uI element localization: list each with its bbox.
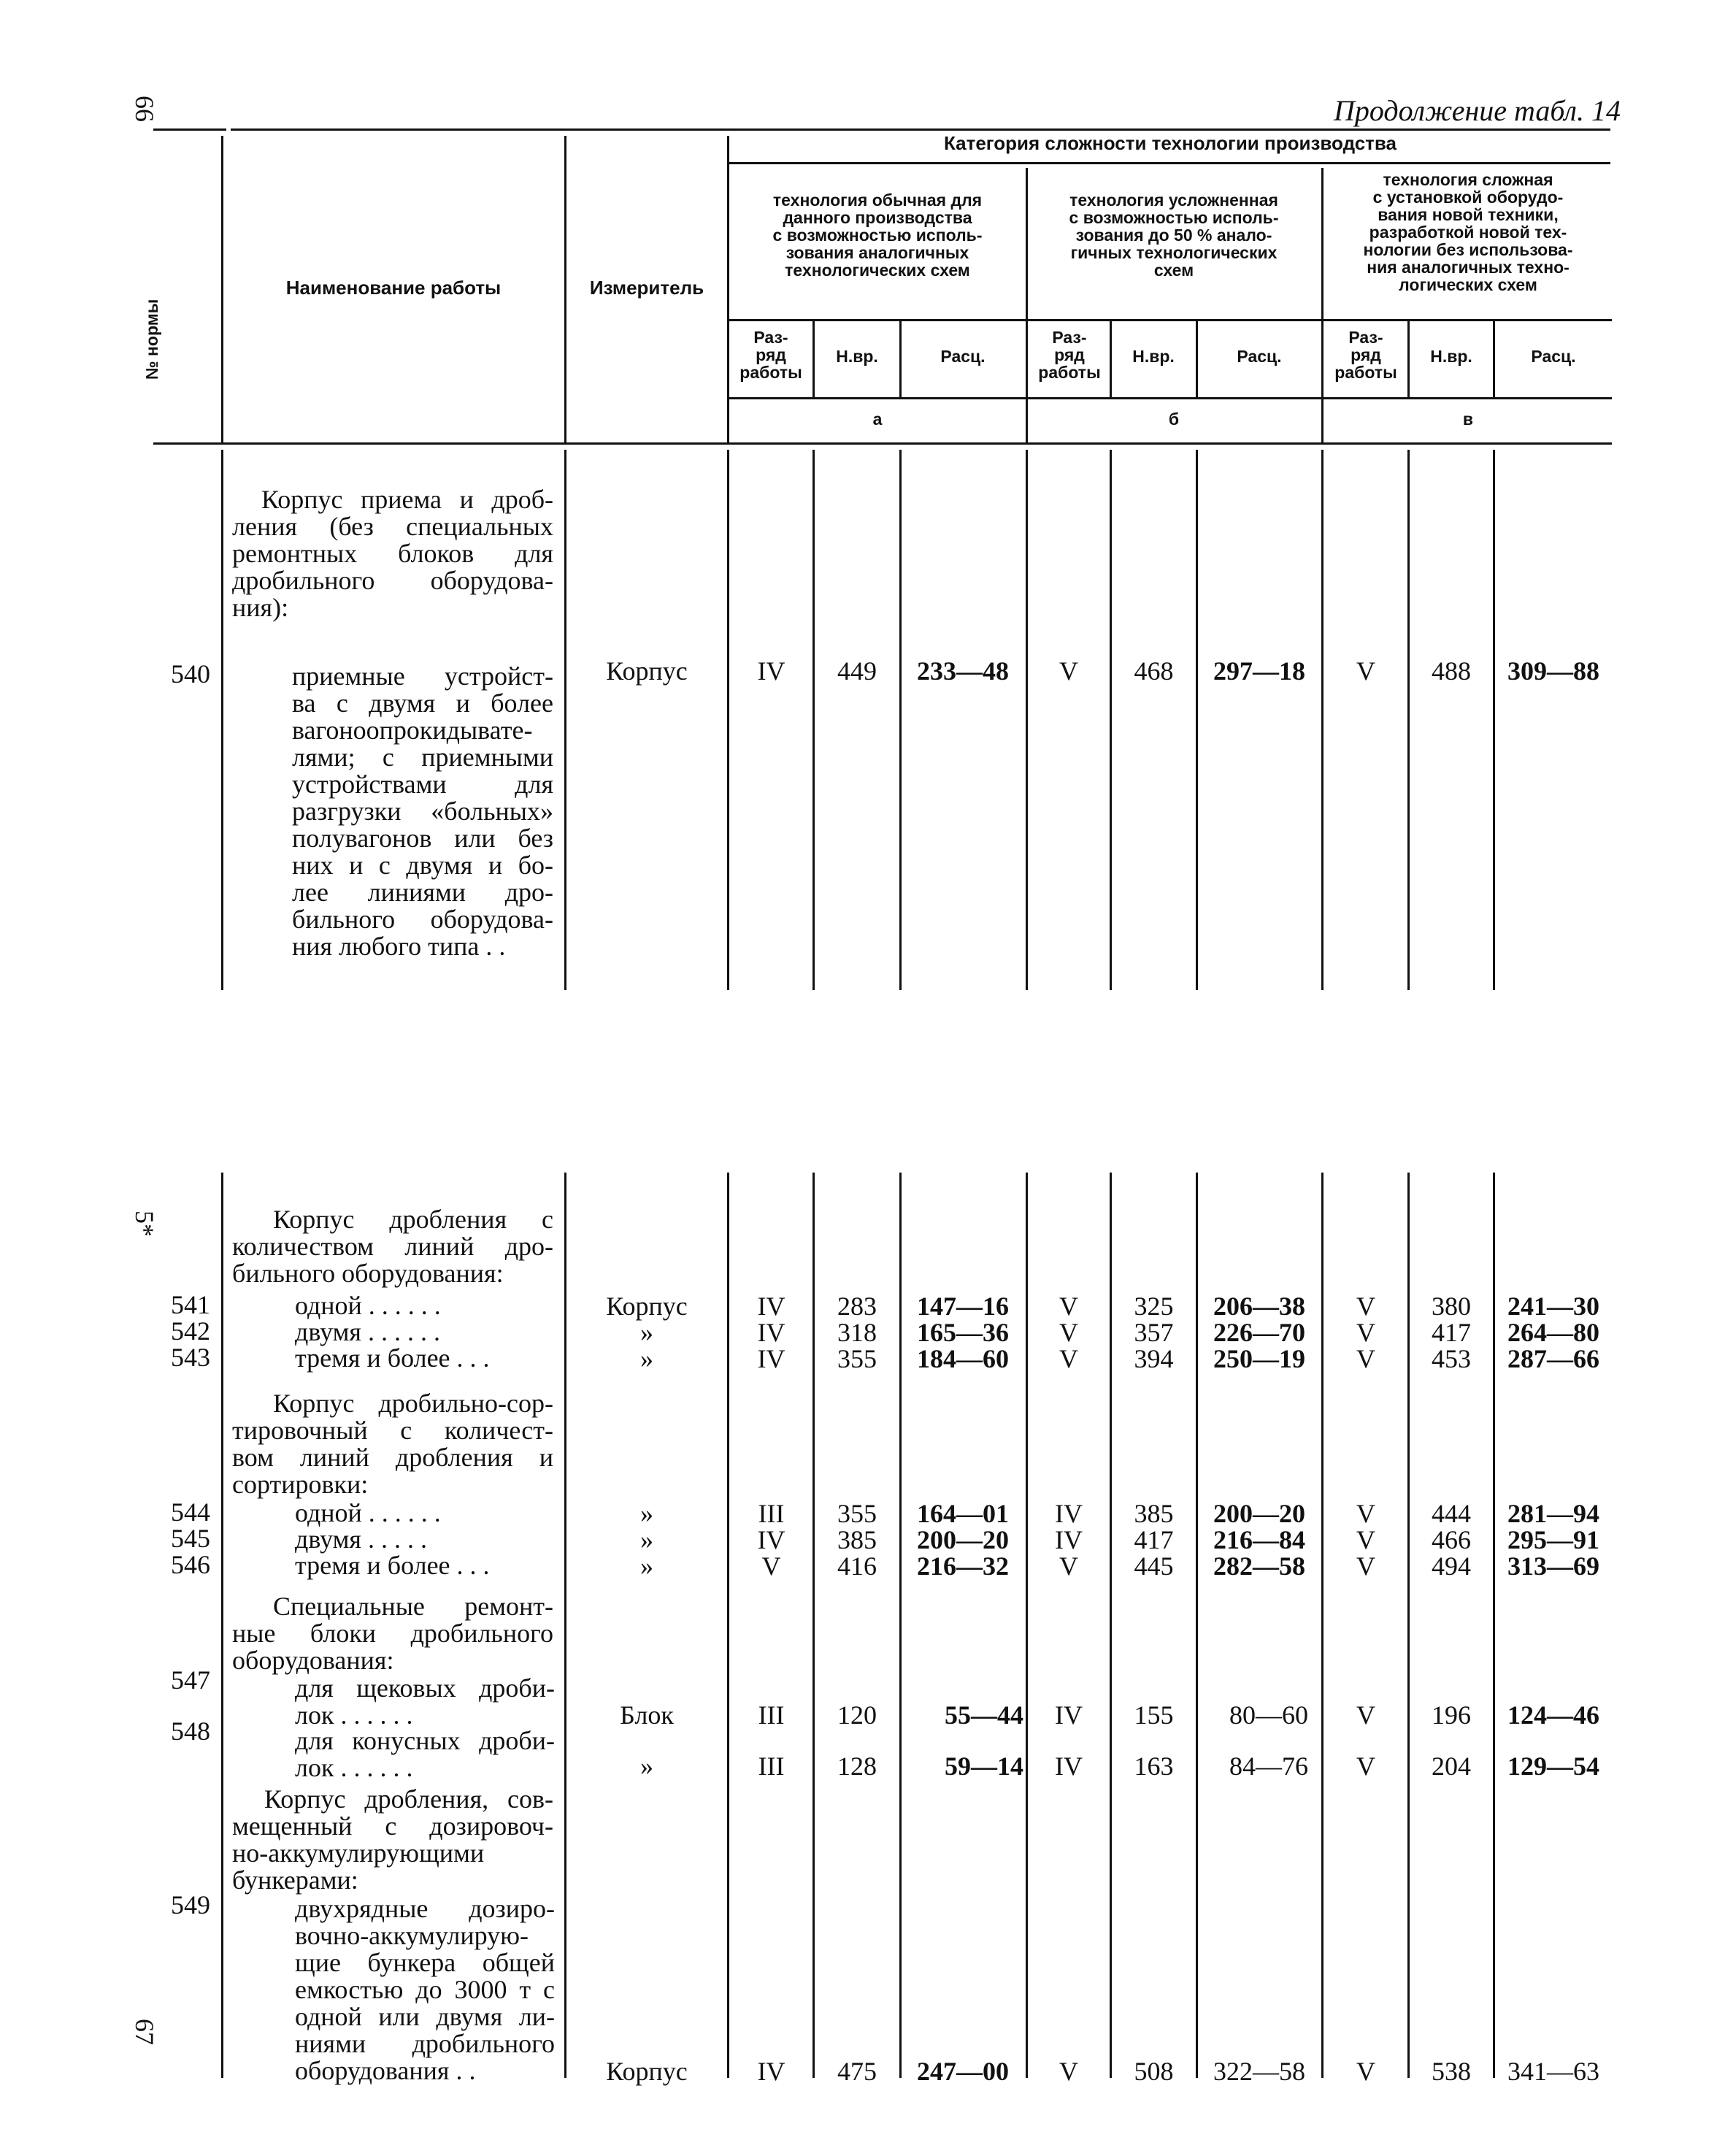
row-543-a-grade: IV — [757, 1344, 785, 1373]
vline-sub — [1196, 321, 1198, 397]
row-547-a-time: 120 — [837, 1700, 877, 1730]
row-547-a-grade: III — [758, 1700, 785, 1730]
row-543-name: тремя и более . . . — [295, 1343, 490, 1373]
row-540-unit: Корпус — [606, 656, 688, 686]
row-542-c-rate: 264—80 — [1507, 1318, 1599, 1347]
category-rule — [729, 162, 1610, 164]
row-540-c-grade: V — [1356, 656, 1375, 686]
row-545-a-grade: IV — [757, 1525, 785, 1554]
vline-body2 — [899, 1173, 902, 2078]
row-549-b-rate: 322—58 — [1213, 2057, 1305, 2086]
vline-body1 — [564, 450, 566, 990]
row-546-name: тремя и более . . . — [295, 1551, 490, 1580]
row-546-a-grade: V — [761, 1551, 781, 1581]
row-544-a-grade: III — [758, 1499, 785, 1528]
row-549-c-time: 538 — [1432, 2057, 1471, 2086]
row-543-b-grade: V — [1059, 1344, 1078, 1373]
row-546-a-time: 416 — [837, 1551, 877, 1581]
row-546-c-grade: V — [1356, 1551, 1375, 1581]
row-542-a-grade: IV — [757, 1318, 785, 1347]
row-548-name: для конусных дроби- лок . . . . . . — [295, 1726, 555, 1782]
letter-b: б — [1168, 410, 1180, 429]
row-549-b-time: 508 — [1134, 2057, 1174, 2086]
row-545-c-grade: V — [1356, 1525, 1375, 1554]
vline-body1 — [1407, 450, 1410, 990]
row-544-a-time: 355 — [837, 1499, 877, 1528]
row-548-no: 548 — [171, 1716, 210, 1746]
vline-body1 — [899, 450, 902, 990]
category-title: Категория сложности технологии производства — [943, 132, 1397, 154]
vline-body2 — [727, 1173, 729, 2078]
row-543-c-grade: V — [1356, 1344, 1375, 1373]
vline-cat-bc — [1321, 168, 1323, 442]
sub-time-a: Н.вр. — [836, 347, 878, 366]
row-549-a-grade: IV — [757, 2057, 785, 2086]
row-540-a-rate: 233—48 — [917, 656, 1009, 686]
row-547-no: 547 — [171, 1665, 210, 1695]
page-number-mid: 5* — [130, 1211, 159, 1237]
row-541-name: одной . . . . . . — [295, 1291, 441, 1320]
cat-b-header: технология усложненная с возможностью исполь- зования до 50 % анало- гичных технологических схем — [1069, 191, 1279, 280]
row-546-b-grade: V — [1059, 1551, 1078, 1581]
row-548-a-grade: III — [758, 1752, 785, 1781]
row-541-no: 541 — [171, 1290, 210, 1319]
vline-body2 — [221, 1173, 223, 2078]
row-545-name: двумя . . . . . — [295, 1524, 427, 1554]
vline-unit — [727, 136, 729, 442]
row-543-b-time: 394 — [1134, 1344, 1174, 1373]
row-544-a-rate: 164—01 — [917, 1499, 1009, 1528]
row-541-c-rate: 241—30 — [1507, 1292, 1599, 1321]
row-547-unit: Блок — [620, 1700, 674, 1730]
row-540-name: приемные устройст- ва с двумя и более вагоноопрокидывате- лями; с приемными устройствами для разгрузки «больных» полувагонов или без них и с двумя и бо- лее линиями дро- бильного оборудова- ния любого типа . . — [292, 661, 553, 961]
row-544-b-rate: 200—20 — [1213, 1499, 1305, 1528]
row-545-b-rate: 216—84 — [1213, 1525, 1305, 1554]
row-545-unit: » — [640, 1525, 653, 1554]
sub-grade-c: Раз- ряд работы — [1334, 328, 1397, 382]
row-548-b-grade: IV — [1055, 1752, 1083, 1781]
vline-body1 — [221, 450, 223, 990]
row-549-unit: Корпус — [606, 2057, 688, 2086]
row-547-a-rate: 55—44 — [945, 1700, 1023, 1730]
continuation-caption: Продолжение табл. 14 — [1333, 94, 1621, 127]
row-543-a-rate: 184—60 — [917, 1344, 1009, 1373]
row-540-no: 540 — [171, 659, 210, 688]
row-544-c-time: 444 — [1432, 1499, 1471, 1528]
row-545-c-rate: 295—91 — [1507, 1525, 1599, 1554]
header-bottom-rule — [153, 442, 1612, 445]
letters-rule — [729, 397, 1612, 399]
header-top-rule — [153, 128, 226, 131]
vline-sub — [899, 321, 902, 397]
row-546-unit: » — [640, 1551, 653, 1581]
row-543-unit: » — [640, 1344, 653, 1373]
row-542-b-rate: 226—70 — [1213, 1318, 1305, 1347]
row-542-unit: » — [640, 1318, 653, 1347]
row-541-c-time: 380 — [1432, 1292, 1471, 1321]
row-542-b-grade: V — [1059, 1318, 1078, 1347]
row-549-no: 549 — [171, 1890, 210, 1919]
row-548-c-time: 204 — [1432, 1752, 1471, 1781]
row-548-c-rate: 129—54 — [1507, 1752, 1599, 1781]
row-544-name: одной . . . . . . — [295, 1498, 441, 1527]
vline-body1 — [727, 450, 729, 990]
row-543-b-rate: 250—19 — [1213, 1344, 1305, 1373]
vline-body1 — [1110, 450, 1112, 990]
row-545-no: 545 — [171, 1524, 210, 1553]
row-541-c-grade: V — [1356, 1292, 1375, 1321]
row-543-no: 543 — [171, 1343, 210, 1372]
row-549-c-rate: 341—63 — [1507, 2057, 1599, 2086]
row-543-c-rate: 287—66 — [1507, 1344, 1599, 1373]
row-549-name: двухрядные дозиро- вочно-аккумулирую- щие бункера общей емкостью до 3000 т с одной или двумя ли- ниями дробильного оборудования . . — [295, 1894, 555, 2085]
sub-time-b: Н.вр. — [1132, 347, 1175, 366]
row-541-a-rate: 147—16 — [917, 1292, 1009, 1321]
letter-c: в — [1462, 410, 1474, 429]
row-540-c-time: 488 — [1432, 656, 1471, 686]
row-541-b-time: 325 — [1134, 1292, 1174, 1321]
row-540-b-grade: V — [1059, 656, 1078, 686]
row-540-c-rate: 309—88 — [1507, 656, 1599, 686]
vline-body1 — [812, 450, 815, 990]
row-547-name: для щековых дроби- лок . . . . . . — [295, 1673, 555, 1730]
letter-a: а — [872, 410, 883, 429]
row-542-a-rate: 165—36 — [917, 1318, 1009, 1347]
cat-a-header: технология обычная для данного производства с возможностью исполь- зования аналогичных технологических схем — [772, 191, 983, 280]
row-546-c-time: 494 — [1432, 1551, 1471, 1581]
row-546-a-rate: 216—32 — [917, 1551, 1009, 1581]
sub-rate-b: Расц. — [1237, 347, 1282, 366]
row-544-c-grade: V — [1356, 1499, 1375, 1528]
row-545-b-time: 417 — [1134, 1525, 1174, 1554]
group3-title: Специальные ремонт- ные блоки дробильного оборудования: — [232, 1592, 553, 1675]
row-541-b-grade: V — [1059, 1292, 1078, 1321]
group2-title: Корпус дробильно-сор- тировочный с количест- вом линий дробления и сортировки: — [232, 1389, 553, 1499]
row-547-c-grade: V — [1356, 1700, 1375, 1730]
row-545-a-time: 385 — [837, 1525, 877, 1554]
row-542-c-time: 417 — [1432, 1318, 1471, 1347]
sub-rate-a: Расц. — [940, 347, 986, 366]
row-549-a-rate: 247—00 — [917, 2057, 1009, 2086]
row-549-c-grade: V — [1356, 2057, 1375, 2086]
row-544-c-rate: 281—94 — [1507, 1499, 1599, 1528]
vline-body1 — [1196, 450, 1198, 990]
row-545-c-time: 466 — [1432, 1525, 1471, 1554]
row-544-no: 544 — [171, 1497, 210, 1527]
sub-grade-b: Раз- ряд работы — [1038, 328, 1101, 382]
row-542-c-grade: V — [1356, 1318, 1375, 1347]
row-548-a-time: 128 — [837, 1752, 877, 1781]
row-544-b-grade: IV — [1055, 1499, 1083, 1528]
col-name-header: Наименование работы — [285, 277, 502, 299]
row-546-c-rate: 313—69 — [1507, 1551, 1599, 1581]
row-548-a-rate: 59—14 — [945, 1752, 1023, 1781]
page-number-top: 66 — [130, 96, 159, 122]
row-548-unit: » — [640, 1752, 653, 1781]
row-540-b-time: 468 — [1134, 656, 1174, 686]
cat-c-header: технология сложная с установкой оборудо- вания новой техники, разработкой новой тех- нологии без использова- ния аналогичных техно- логических схем — [1363, 170, 1573, 294]
row-546-no: 546 — [171, 1550, 210, 1579]
col-no-header: № нормы — [142, 299, 161, 380]
row-542-a-time: 318 — [837, 1318, 877, 1347]
row-548-c-grade: V — [1356, 1752, 1375, 1781]
row-549-a-time: 475 — [837, 2057, 877, 2086]
row-543-a-time: 355 — [837, 1344, 877, 1373]
sub-grade-a: Раз- ряд работы — [739, 328, 802, 382]
row-542-no: 542 — [171, 1316, 210, 1346]
row-545-b-grade: IV — [1055, 1525, 1083, 1554]
sub-time-c: Н.вр. — [1430, 347, 1472, 366]
row-546-b-rate: 282—58 — [1213, 1551, 1305, 1581]
col-unit-header: Измеритель — [589, 277, 704, 299]
header-top-rule — [231, 128, 1610, 131]
vline-body2 — [1321, 1173, 1323, 2078]
sub-rate-c: Расц. — [1531, 347, 1576, 366]
row-541-unit: Корпус — [606, 1292, 688, 1321]
section1-title: Корпус приема и дроб- ления (без специальных ремонтных блоков для дробильного оборудова- ния): — [232, 485, 553, 622]
row-544-b-time: 385 — [1134, 1499, 1174, 1528]
row-540-a-time: 449 — [837, 656, 877, 686]
group4-title: Корпус дробления, сов- мещенный с дозировоч- но-аккумулирующими бункерами: — [232, 1784, 553, 1895]
row-546-b-time: 445 — [1134, 1551, 1174, 1581]
row-547-c-time: 196 — [1432, 1700, 1471, 1730]
vline-body1 — [1026, 450, 1028, 990]
vline-body1 — [1321, 450, 1323, 990]
row-541-a-grade: IV — [757, 1292, 785, 1321]
row-542-name: двумя . . . . . . — [295, 1317, 440, 1346]
row-549-b-grade: V — [1059, 2057, 1078, 2086]
row-544-unit: » — [640, 1499, 653, 1528]
subheader-rule — [729, 319, 1612, 321]
row-542-b-time: 357 — [1134, 1318, 1174, 1347]
group1-title: Корпус дробления с количеством линий дро- бильного оборудования: — [232, 1205, 553, 1288]
page-number-bottom: 67 — [130, 2019, 159, 2045]
row-547-b-rate: 80—60 — [1229, 1700, 1308, 1730]
row-548-b-time: 163 — [1134, 1752, 1174, 1781]
row-543-c-time: 453 — [1432, 1344, 1471, 1373]
vline-body2 — [1196, 1173, 1198, 2078]
row-547-b-time: 155 — [1134, 1700, 1174, 1730]
row-541-a-time: 283 — [837, 1292, 877, 1321]
row-545-a-rate: 200—20 — [917, 1525, 1009, 1554]
row-547-b-grade: IV — [1055, 1700, 1083, 1730]
vline-body1 — [1493, 450, 1495, 990]
row-540-b-rate: 297—18 — [1213, 656, 1305, 686]
row-541-b-rate: 206—38 — [1213, 1292, 1305, 1321]
row-540-a-grade: IV — [757, 656, 785, 686]
row-547-c-rate: 124—46 — [1507, 1700, 1599, 1730]
row-548-b-rate: 84—76 — [1229, 1752, 1308, 1781]
